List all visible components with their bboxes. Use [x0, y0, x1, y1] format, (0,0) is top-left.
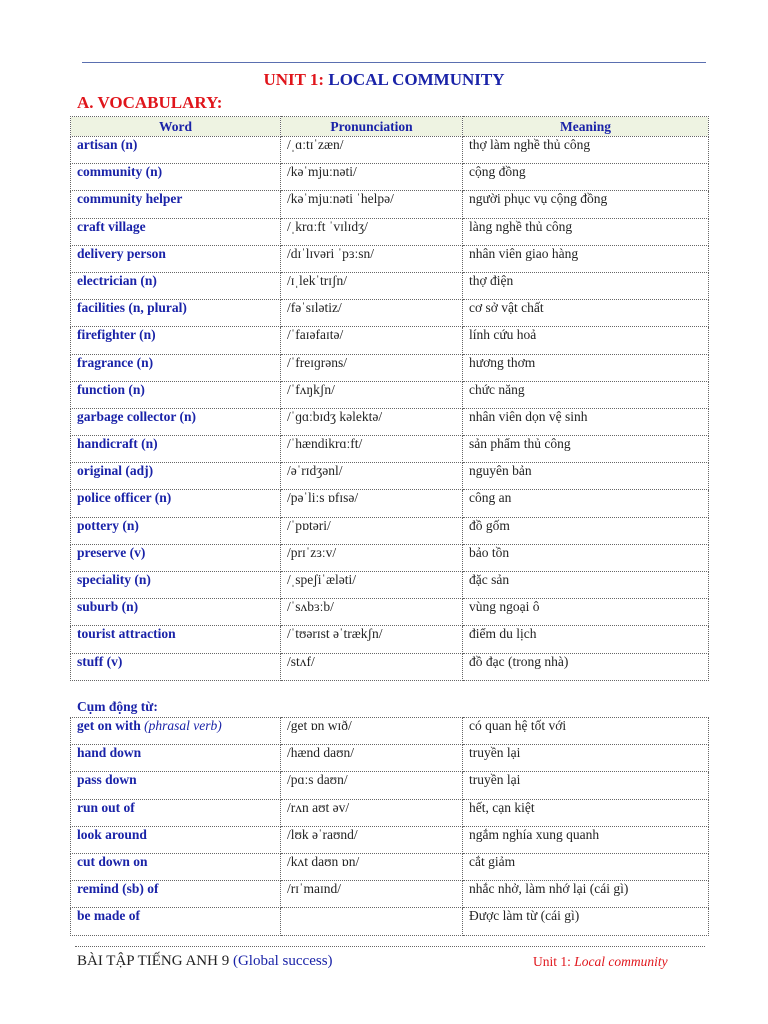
- pronunciation-cell: [281, 908, 463, 935]
- word-cell: [71, 463, 281, 490]
- table-row: [71, 327, 709, 354]
- pronunciation-cell: /kəˈmjuːnəti ˈhelpə/: [281, 191, 463, 218]
- meaning-cell: thợ điện: [463, 272, 709, 299]
- table-row: [71, 653, 709, 680]
- meaning-cell: thợ làm nghề thủ công: [463, 137, 709, 164]
- table-row: [71, 272, 709, 299]
- footer-book-series: (Global success): [232, 953, 333, 969]
- pronunciation-cell: /ˈpɒtəri/: [281, 517, 463, 544]
- word-note: (phrasal verb): [144, 718, 222, 733]
- word-text: cut down on: [77, 853, 148, 869]
- table-header-row: [71, 117, 709, 137]
- word-text: suburb (n): [77, 599, 139, 615]
- pronunciation-cell: /əˈrɪdʒənl/: [281, 463, 463, 490]
- footer-book-name: BÀI TẬP TIẾNG ANH 9: [77, 953, 230, 969]
- word-cell: [71, 826, 281, 853]
- table-row: [71, 354, 709, 381]
- phrasal-verbs-heading: Cụm động từ:: [77, 699, 158, 714]
- word-text: electrician (n): [77, 272, 157, 288]
- pronunciation-cell: /ˈhændikrɑːft/: [281, 436, 463, 463]
- meaning-cell: người phục vụ cộng đồng: [463, 191, 709, 218]
- pronunciation-cell: /kəˈmjuːnəti/: [281, 164, 463, 191]
- meaning-cell: sản phẩm thủ công: [463, 436, 709, 463]
- word-text: run out of: [77, 799, 135, 815]
- word-cell: [71, 772, 281, 799]
- word-text: facilities (n, plural): [77, 300, 187, 316]
- word-cell: [71, 408, 281, 435]
- word-cell: [71, 164, 281, 191]
- table-row: [71, 517, 709, 544]
- word-cell: [71, 191, 281, 218]
- table-row: [71, 544, 709, 571]
- table-row: [71, 745, 709, 772]
- table-row: [71, 245, 709, 272]
- word-text: speciality (n): [77, 572, 151, 587]
- word-cell: [71, 245, 281, 272]
- meaning-cell: chức năng: [463, 381, 709, 408]
- word-text: look around: [77, 826, 147, 842]
- meaning-cell: nguyên bản: [463, 463, 709, 490]
- table-row: [71, 164, 709, 191]
- word-text: stuff (v): [77, 653, 123, 669]
- word-text: delivery person: [77, 245, 166, 261]
- word-cell: [71, 799, 281, 826]
- word-text: pass down: [77, 772, 137, 788]
- pronunciation-cell: /ˌkrɑːft ˈvɪlɪdʒ/: [281, 218, 463, 245]
- meaning-cell: truyền lại: [463, 772, 709, 799]
- word-text: artisan (n): [77, 137, 138, 152]
- word-cell: [71, 853, 281, 880]
- table-row: [71, 826, 709, 853]
- meaning-cell: cắt giảm: [463, 853, 709, 880]
- word-text: community (n): [77, 164, 163, 180]
- pronunciation-cell: /ˌɑːtɪˈzæn/: [281, 137, 463, 164]
- pronunciation-cell: /ɪˌlekˈtrɪʃn/: [281, 272, 463, 299]
- word-text: fragrance (n): [77, 354, 154, 370]
- table-row: [71, 436, 709, 463]
- meaning-cell: vùng ngoại ô: [463, 599, 709, 626]
- table-row: [71, 853, 709, 880]
- pronunciation-cell: /lʊk əˈraʊnd/: [281, 826, 463, 853]
- word-text: community helper: [77, 191, 183, 207]
- pronunciation-cell: /ˈsʌbɜːb/: [281, 599, 463, 626]
- pronunciation-cell: /pəˈliːs ɒfɪsə/: [281, 490, 463, 517]
- word-text: remind (sb) of: [77, 881, 159, 897]
- word-cell: [71, 881, 281, 908]
- meaning-cell: bảo tồn: [463, 544, 709, 571]
- meaning-cell: ngắm nghía xung quanh: [463, 826, 709, 853]
- word-cell: [71, 745, 281, 772]
- word-cell: [71, 599, 281, 626]
- word-cell: [71, 327, 281, 354]
- word-text: be made of: [77, 908, 140, 924]
- pronunciation-cell: /rʌn aʊt əv/: [281, 799, 463, 826]
- pronunciation-cell: /pɑːs daʊn/: [281, 772, 463, 799]
- table-row: [71, 799, 709, 826]
- pronunciation-cell: /prɪˈzɜːv/: [281, 544, 463, 571]
- footer-book-title: [77, 953, 333, 970]
- table-row: [71, 218, 709, 245]
- word-text: function (n): [77, 381, 145, 397]
- pronunciation-cell: /ˈtʊərɪst əˈtrækʃn/: [281, 626, 463, 653]
- table-row: [71, 191, 709, 218]
- word-cell: [71, 626, 281, 653]
- table-row: [71, 772, 709, 799]
- table-row: [71, 137, 709, 164]
- word-cell: [71, 137, 281, 164]
- meaning-cell: làng nghề thủ công: [463, 218, 709, 245]
- word-text: handicraft (n): [77, 436, 158, 452]
- word-cell: [71, 300, 281, 327]
- meaning-cell: nhắc nhở, làm nhớ lại (cái gì): [463, 881, 709, 908]
- column-header-pronunciation: Pronunciation: [281, 117, 463, 137]
- meaning-cell: nhân viên giao hàng: [463, 245, 709, 272]
- word-text: craft village: [77, 218, 146, 234]
- vocabulary-table: [70, 116, 709, 681]
- meaning-cell: nhân viên dọn vệ sinh: [463, 408, 709, 435]
- pronunciation-cell: /ˌspeʃiˈæləti/: [281, 572, 463, 599]
- pronunciation-cell: /dɪˈlɪvəri ˈpɜːsn/: [281, 245, 463, 272]
- pronunciation-cell: /ˈfaɪəfaɪtə/: [281, 327, 463, 354]
- word-cell: [71, 436, 281, 463]
- word-text: hand down: [77, 745, 142, 761]
- table-row: [71, 381, 709, 408]
- meaning-cell: có quan hệ tốt với: [463, 718, 709, 745]
- table-row: [71, 881, 709, 908]
- table-row: [71, 599, 709, 626]
- unit-name: LOCAL COMMUNITY: [328, 70, 505, 89]
- pronunciation-cell: /fəˈsɪlətiz/: [281, 300, 463, 327]
- word-cell: [71, 354, 281, 381]
- table-row: [71, 300, 709, 327]
- footer-unit-number: Unit 1:: [533, 954, 571, 969]
- table-row: [71, 490, 709, 517]
- meaning-cell: cộng đồng: [463, 164, 709, 191]
- meaning-cell: hết, cạn kiệt: [463, 799, 709, 826]
- word-cell: [71, 218, 281, 245]
- table-row: [71, 408, 709, 435]
- meaning-cell: đặc sản: [463, 572, 709, 599]
- meaning-cell: đồ đạc (trong nhà): [463, 653, 709, 680]
- word-cell: [71, 490, 281, 517]
- word-text: police officer (n): [77, 490, 172, 506]
- word-cell: [71, 544, 281, 571]
- table-row: [71, 718, 709, 745]
- pronunciation-cell: /kʌt daʊn ɒn/: [281, 853, 463, 880]
- column-header-word: Word: [71, 117, 281, 137]
- word-cell: [71, 517, 281, 544]
- footer-unit-name: Local community: [574, 954, 668, 969]
- pronunciation-cell: /ˈɡɑːbɪdʒ kəlektə/: [281, 408, 463, 435]
- word-cell: [71, 381, 281, 408]
- word-text: garbage collector (n): [77, 408, 196, 424]
- footer-unit-label: [533, 954, 668, 970]
- pronunciation-cell: /rɪˈmaɪnd/: [281, 881, 463, 908]
- phrasal-verbs-table: [70, 717, 709, 936]
- word-text: original (adj): [77, 463, 154, 479]
- meaning-cell: cơ sở vật chất: [463, 300, 709, 327]
- word-text: pottery (n): [77, 517, 139, 533]
- meaning-cell: hương thơm: [463, 354, 709, 381]
- pronunciation-cell: /ˈfʌŋkʃn/: [281, 381, 463, 408]
- word-cell: [71, 272, 281, 299]
- meaning-cell: điểm du lịch: [463, 626, 709, 653]
- page-title: [0, 70, 768, 90]
- pronunciation-cell: /stʌf/: [281, 653, 463, 680]
- word-text: preserve (v): [77, 544, 146, 560]
- word-text: firefighter (n): [77, 327, 156, 343]
- word-cell: [71, 572, 281, 599]
- header-rule: [82, 62, 706, 63]
- table-row: [71, 908, 709, 935]
- word-cell: [71, 718, 281, 745]
- table-row: [71, 463, 709, 490]
- table-row: [71, 572, 709, 599]
- meaning-cell: Được làm từ (cái gì): [463, 908, 709, 935]
- pronunciation-cell: /get ɒn wɪð/: [281, 718, 463, 745]
- meaning-cell: đồ gốm: [463, 517, 709, 544]
- word-text: tourist attraction: [77, 626, 176, 642]
- meaning-cell: truyền lại: [463, 745, 709, 772]
- meaning-cell: công an: [463, 490, 709, 517]
- table-row: [71, 626, 709, 653]
- unit-number: UNIT 1:: [263, 70, 325, 89]
- section-title: A. VOCABULARY:: [77, 93, 223, 112]
- column-header-meaning: Meaning: [463, 117, 709, 137]
- word-text: get on with: [77, 718, 141, 733]
- pronunciation-cell: /hænd daʊn/: [281, 745, 463, 772]
- word-cell: [71, 908, 281, 935]
- pronunciation-cell: /ˈfreɪɡrəns/: [281, 354, 463, 381]
- meaning-cell: lính cứu hoả: [463, 327, 709, 354]
- footer-rule: [75, 946, 705, 947]
- word-cell: [71, 653, 281, 680]
